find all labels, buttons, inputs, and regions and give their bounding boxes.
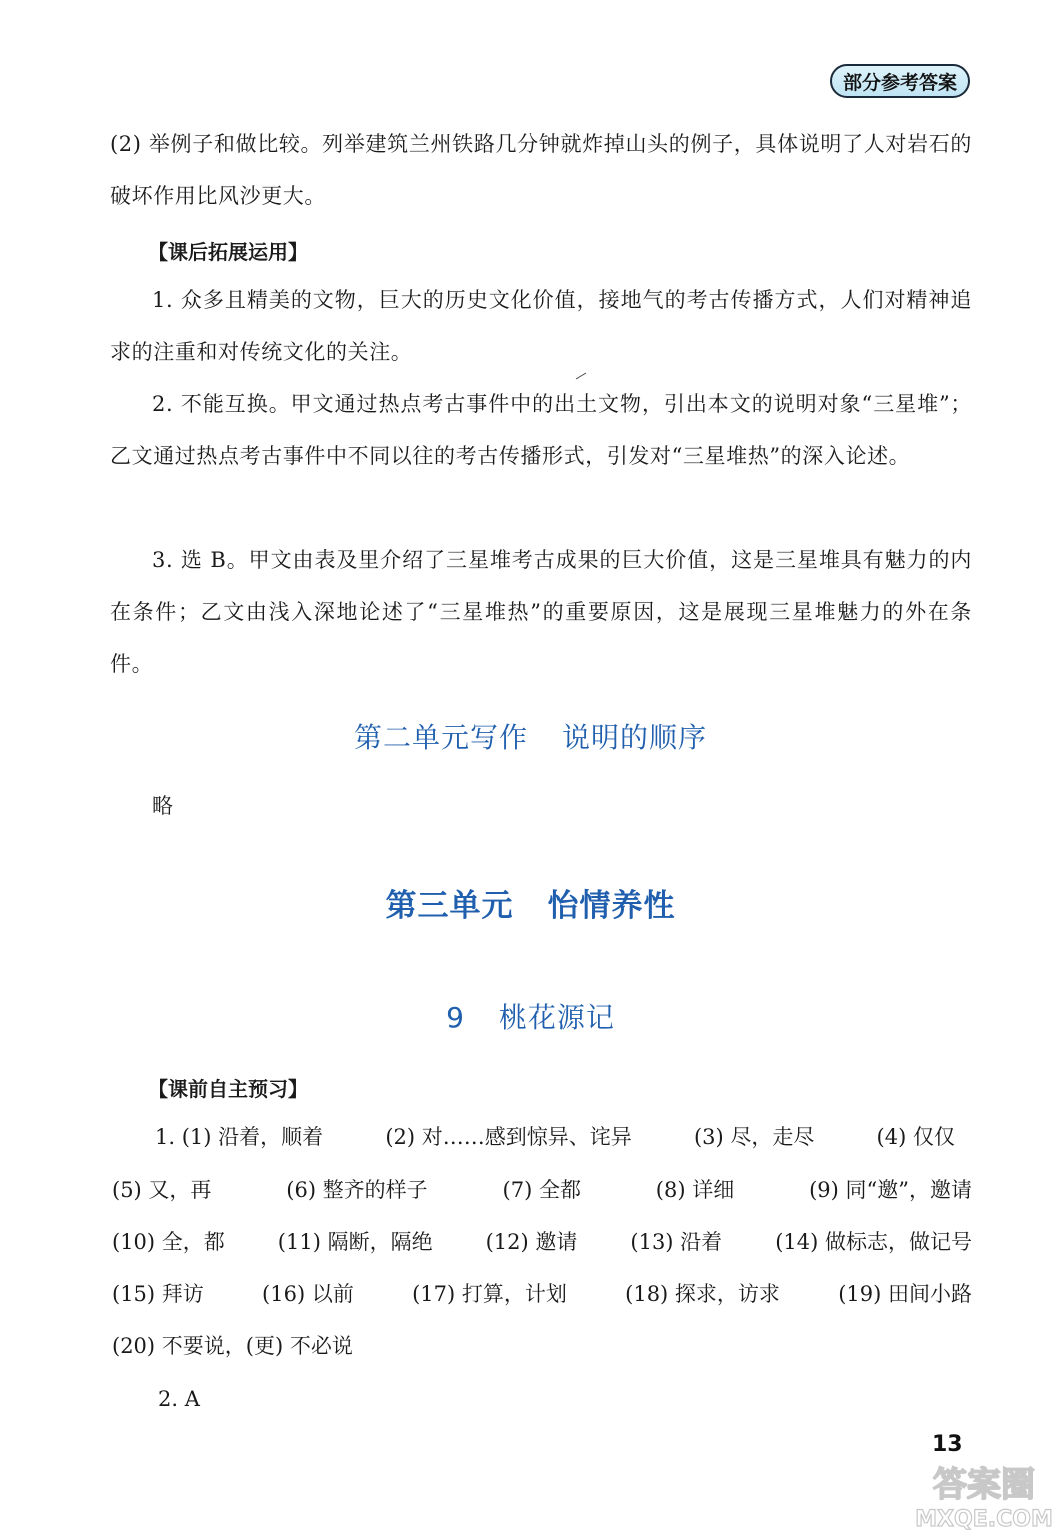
watermark-logo (912, 1462, 1057, 1532)
writing-body: 略 (152, 794, 174, 818)
preview-entry: (11) 隔断，隔绝 (277, 1230, 433, 1254)
svg-text:答案圈: 答案圈 (933, 1465, 1035, 1505)
preview-entry: (13) 沿着 (630, 1230, 723, 1254)
preview-entry: (15) 拜访 (112, 1282, 204, 1306)
preview-entry: (6) 整齐的样子 (286, 1178, 428, 1202)
preview-entry: (19) 田间小路 (838, 1282, 972, 1306)
stray-pen-mark (575, 372, 587, 380)
unit-heading-theme: 怡情养性 (547, 888, 676, 924)
preview-entry: (2) 对……感到惊异、诧异 (385, 1125, 632, 1149)
preview-row (112, 1331, 972, 1361)
unit-heading-number: 第三单元 (385, 888, 514, 924)
extension-label: 【课后拓展运用】 (148, 240, 308, 264)
writing-heading-topic: 说明的顺序 (562, 721, 708, 754)
lesson-heading (0, 996, 1061, 1036)
preview-entry: (12) 邀请 (485, 1230, 578, 1254)
extension-item-3: 3. 选 B。甲文由表及里介绍了三星堆考古成果的巨大价值，这是三星堆具有魅力的内在条件；乙文由浅入深地论述了“三星堆热”的重要原因，这是展现三星堆魅力的外在条件。 (110, 548, 972, 676)
preview-entry: (17) 打算，计划 (412, 1282, 567, 1306)
preview-entry: (14) 做标志，做记号 (775, 1230, 972, 1254)
extension-item-2: 2. 不能互换。甲文通过热点考古事件中的出土文物，引出本文的说明对象“三星堆”；乙文通过热点考古事件中不同以往的考古传播形式，引发对“三星堆热”的深入论述。 (110, 392, 972, 468)
preview-entry: (20) 不要说，(更) 不必说 (112, 1334, 353, 1358)
extension-item-1: 1. 众多且精美的文物，巨大的历史文化价值，接地气的考古传播方式，人们对精神追求的注重和对传统文化的关注。 (110, 288, 972, 364)
preview-entry: (4) 仅仅 (876, 1125, 955, 1149)
answer-item-2-continued: (2) 举例子和做比较。列举建筑兰州铁路几分钟就炸掉山头的例子，具体说明了人对岩石的破坏作用比风沙更大。 (110, 132, 972, 208)
preview-row (155, 1122, 955, 1152)
preview-entry: (3) 尽，走尽 (693, 1125, 815, 1149)
preview-entry: (9) 同“邀”，邀请 (809, 1178, 972, 1202)
lesson-title: 桃花源记 (498, 1001, 615, 1034)
unit-heading (0, 880, 1061, 925)
preview-item-2 (158, 1384, 1018, 1414)
svg-text:MXQE.COM: MXQE.COM (915, 1507, 1053, 1532)
preview-entry: (7) 全都 (502, 1178, 581, 1202)
preview-entry: 1. (1) 沿着，顺着 (155, 1125, 324, 1149)
lesson-number: 9 (446, 1001, 465, 1034)
section-badge: 部分参考答案 (830, 64, 970, 98)
page-number: 13 (932, 1432, 963, 1457)
preview-entry: (8) 详细 (655, 1178, 735, 1202)
writing-heading-unit: 第二单元写作 (353, 721, 528, 754)
preview-row (112, 1279, 972, 1309)
preview-entry: 2. A (158, 1387, 200, 1411)
preview-entry: (5) 又，再 (112, 1178, 212, 1202)
writing-heading (0, 716, 1061, 756)
preview-label: 【课前自主预习】 (148, 1077, 308, 1101)
preview-row (112, 1227, 972, 1257)
preview-entry: (16) 以前 (262, 1282, 354, 1306)
preview-entry: (10) 全，都 (112, 1230, 225, 1254)
preview-row (112, 1175, 972, 1205)
preview-entry: (18) 探求，访求 (625, 1282, 780, 1306)
